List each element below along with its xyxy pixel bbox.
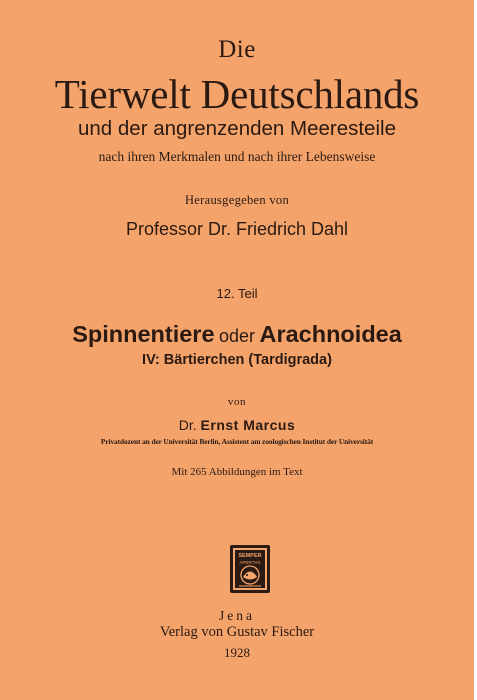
volume-title-alt: Arachnoidea [259, 321, 402, 347]
author-name [0, 417, 474, 433]
title-article: Die [218, 36, 256, 63]
volume-title [0, 321, 474, 348]
publisher-name: Verlag von Gustav Fischer [159, 624, 315, 640]
author-surname: Ernst Marcus [200, 417, 296, 433]
publisher-city: Jena [219, 608, 255, 623]
figures-note: Mit 265 Abbildungen im Text [171, 466, 303, 478]
editor-label: Herausgegeben von [184, 193, 290, 207]
logo-text-top: SEMPER [238, 553, 262, 559]
editor-name: Professor Dr. Friedrich Dahl [125, 219, 349, 239]
publisher-mark-icon [229, 544, 271, 594]
author-prefix: Dr. [178, 417, 197, 433]
volume-title-main: Spinnentiere [72, 321, 215, 347]
part-number: 12. Teil [216, 286, 258, 301]
volume-subtitle: IV: Bärtierchen (Tardigrada) [142, 352, 332, 368]
author-affiliation: Privatdozent an der Universität Berlin, Assistent am zoologischen Institut der Universität [100, 437, 374, 446]
secondary-subtitle: nach ihren Merkmalen und nach ihrer Lebensweise [98, 149, 376, 164]
logo-text-mid: APERTVS [239, 560, 261, 565]
publication-year: 1928 [224, 645, 250, 660]
main-subtitle: und der angrenzenden Meeresteile [78, 117, 396, 140]
main-title: Tierwelt Deutschlands [54, 71, 420, 117]
volume-title-oder: oder [218, 326, 256, 346]
by-label: von [227, 396, 247, 408]
